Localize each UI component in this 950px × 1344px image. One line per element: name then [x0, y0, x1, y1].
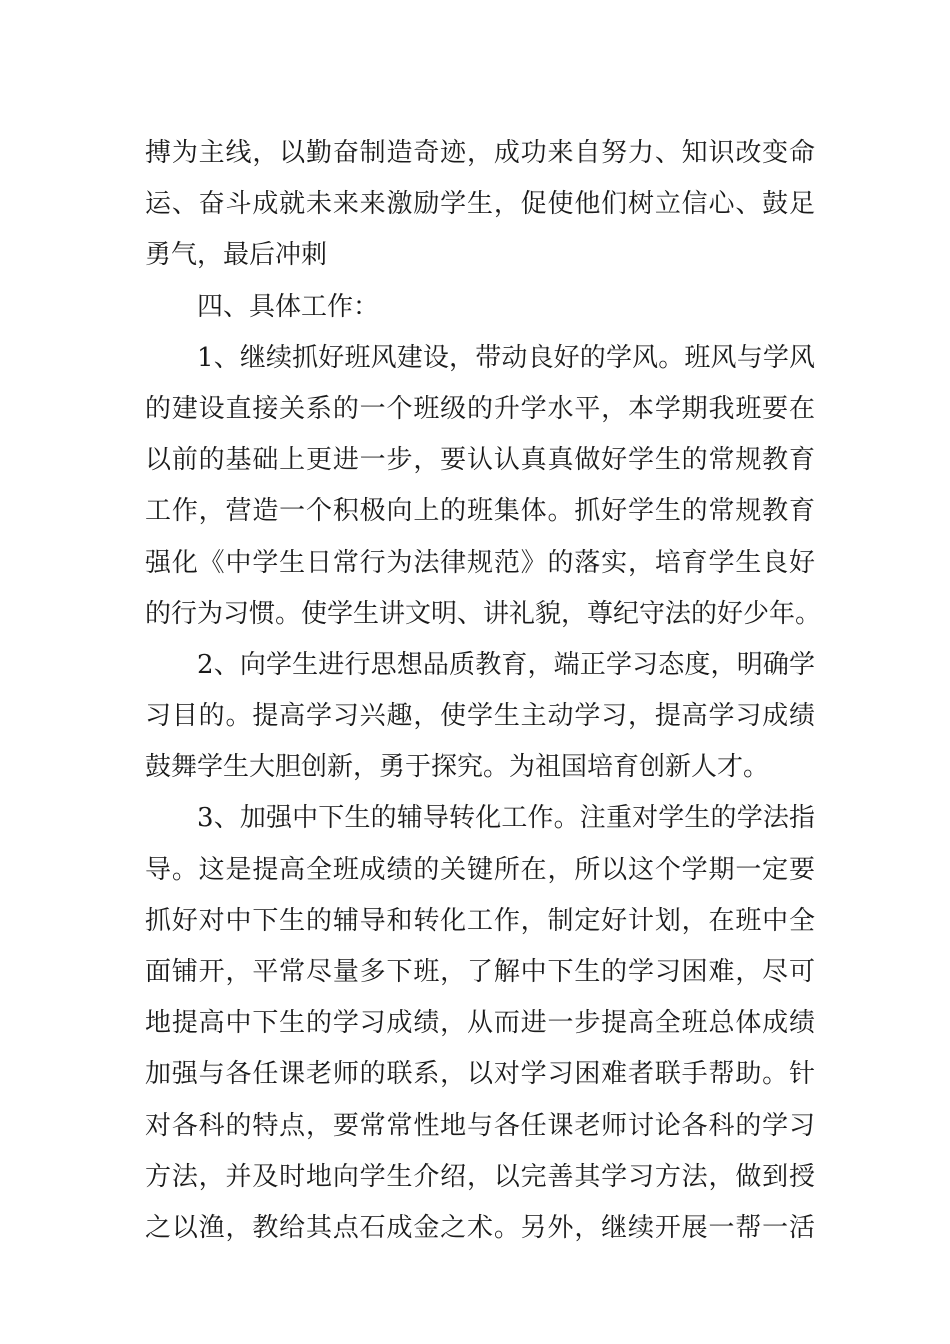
- section-heading: 四、具体工作：: [197, 291, 380, 322]
- text-line: 的行为习惯。使学生讲文明、讲礼貌，尊纪守法的好少年。: [145, 598, 822, 629]
- text-line: 勇气，最后冲刺: [145, 240, 328, 271]
- text-line: 对各科的特点，要常常性地与各任课老师讨论各科的学习: [145, 1110, 815, 1141]
- text-line: 导。这是提高全班成绩的关键所在，所以这个学期一定要: [145, 854, 815, 885]
- text-line: 工作，营造一个积极向上的班集体。抓好学生的常规教育: [145, 496, 815, 527]
- text-line: 3、加强中下生的辅导转化工作。注重对学生的学法指: [197, 803, 815, 834]
- text-line: 加强与各任课老师的联系，以对学习困难者联手帮助。针: [145, 1059, 815, 1090]
- text-line: 抓好对中下生的辅导和转化工作，制定好计划，在班中全: [145, 905, 815, 936]
- text-line: 地提高中下生的学习成绩，从而进一步提高全班总体成绩: [145, 1008, 815, 1039]
- text-line: 习目的。提高学习兴趣，使学生主动学习，提高学习成绩: [145, 701, 815, 732]
- text-line: 以前的基础上更进一步，要认认真真做好学生的常规教育: [145, 445, 815, 476]
- text-line: 运、奋斗成就未来来激励学生，促使他们树立信心、鼓足: [145, 189, 815, 220]
- text-line: 1、继续抓好班风建设，带动良好的学风。班风与学风: [197, 342, 815, 373]
- document-body: [145, 128, 822, 1254]
- text-line: 鼓舞学生大胆创新，勇于探究。为祖国培育创新人才。: [145, 752, 770, 783]
- text-line: 之以渔，教给其点石成金之术。另外，继续开展一帮一活: [145, 1212, 815, 1243]
- text-line: 方法，并及时地向学生介绍，以完善其学习方法，做到授: [145, 1161, 815, 1192]
- text-line: 的建设直接关系的一个班级的升学水平，本学期我班要在: [145, 393, 815, 424]
- text-line: 面铺开，平常尽量多下班，了解中下生的学习困难，尽可: [145, 957, 815, 987]
- text-line: 2、向学生进行思想品质教育，端正学习态度，明确学: [197, 649, 815, 680]
- text-line: 强化《中学生日常行为法律规范》的落实，培育学生良好: [145, 547, 815, 578]
- text-line: 搏为主线，以勤奋制造奇迹，成功来自努力、知识改变命: [145, 138, 815, 168]
